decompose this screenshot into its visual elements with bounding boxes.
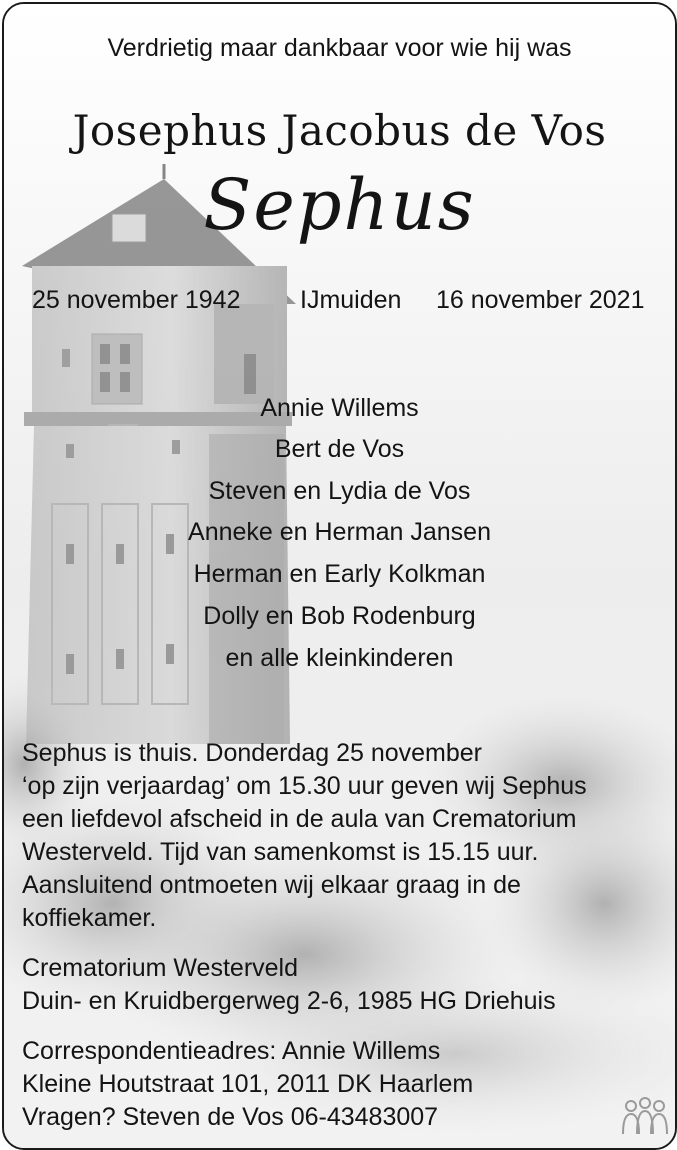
family-member: Bert de Vos bbox=[274, 435, 405, 463]
deceased-full-name: Josephus Jacobus de Vos bbox=[72, 106, 607, 155]
death-date: 16 november 2021 bbox=[436, 286, 645, 314]
place-of-death: IJmuiden bbox=[300, 286, 402, 314]
ceremony-line: ‘op zijn verjaardag’ om 15.30 uur geven wij Sephus bbox=[22, 772, 587, 800]
birth-date: 25 november 1942 bbox=[32, 286, 241, 314]
ceremony-line: een liefdevol afscheid in de aula van Crematorium bbox=[22, 805, 577, 833]
family-member: Anneke en Herman Jansen bbox=[188, 518, 491, 546]
people-group-icon bbox=[621, 1096, 669, 1138]
ceremony-line: Aansluitend ontmoeten wij elkaar graag in de bbox=[22, 871, 521, 899]
family-member: Herman en Early Kolkman bbox=[193, 560, 486, 588]
location-line: Duin- en Kruidbergerweg 2-6, 1985 HG Driehuis bbox=[22, 987, 556, 1015]
ceremony-line: koffiekamer. bbox=[22, 904, 157, 932]
family-member: Annie Willems bbox=[260, 394, 419, 422]
contact-line: Vragen? Steven de Vos 06-43483007 bbox=[22, 1103, 439, 1131]
family-member: Dolly en Bob Rodenburg bbox=[203, 602, 476, 630]
obituary-card bbox=[2, 2, 677, 1150]
contact-line: Kleine Houtstraat 101, 2011 DK Haarlem bbox=[22, 1070, 474, 1098]
location-line: Crematorium Westerveld bbox=[22, 954, 299, 982]
ceremony-line: Sephus is thuis. Donderdag 25 november bbox=[22, 739, 483, 767]
intro-text: Verdrietig maar dankbaar voor wie hij was bbox=[107, 34, 572, 62]
ceremony-line: Westerveld. Tijd van samenkomst is 15.15 uur. bbox=[22, 838, 539, 866]
family-member: Steven en Lydia de Vos bbox=[208, 477, 471, 505]
deceased-nickname: Sephus bbox=[203, 164, 476, 246]
contact-line: Correspondentieadres: Annie Willems bbox=[22, 1037, 441, 1065]
family-member: en alle kleinkinderen bbox=[225, 644, 454, 672]
